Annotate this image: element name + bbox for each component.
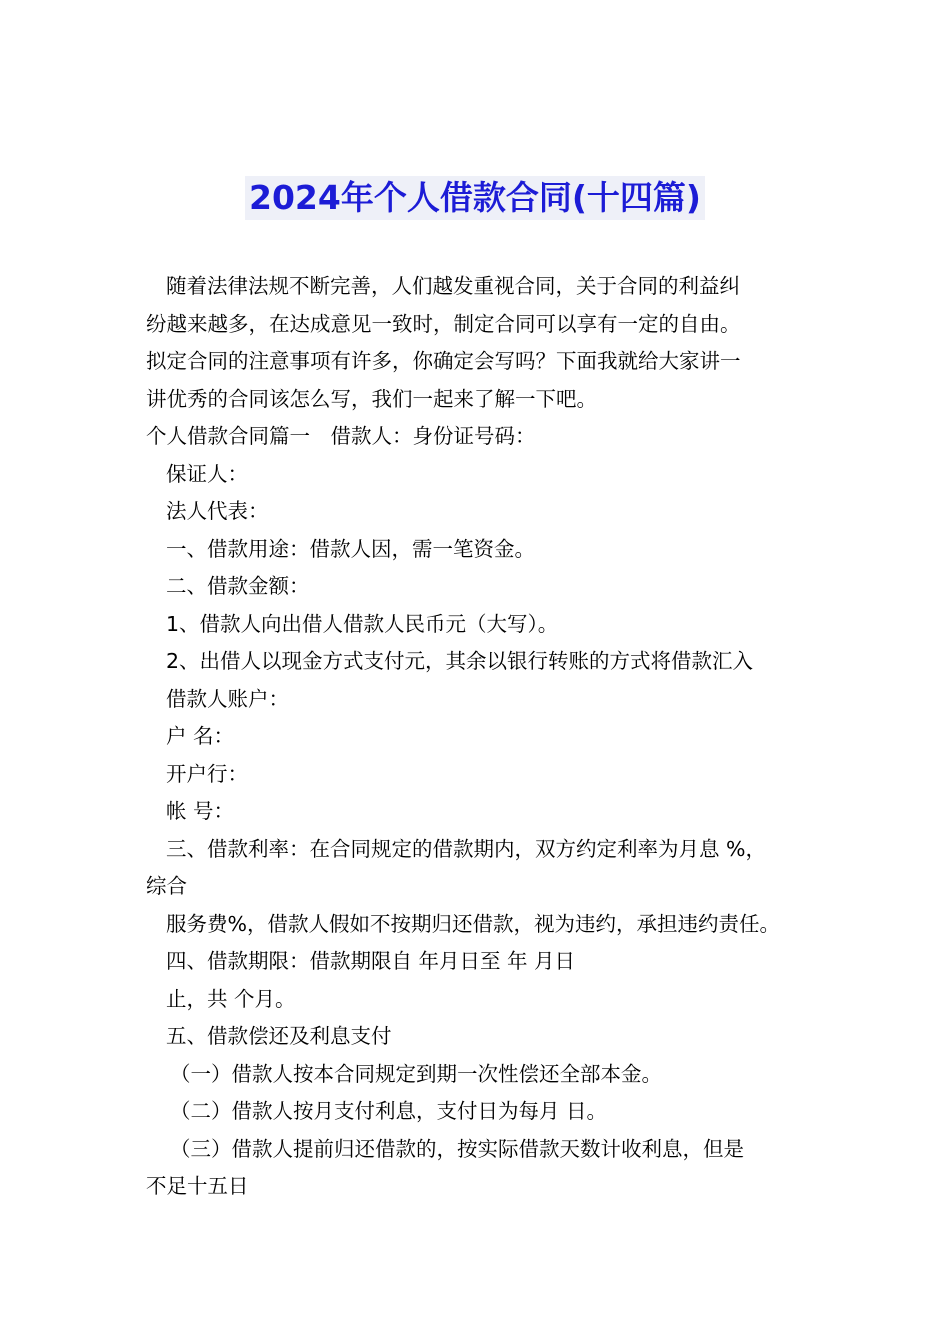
paragraph-line: 一、借款用途：借款人因，需一笔资金。: [166, 536, 535, 561]
paragraph-line: （三）借款人提前归还借款的，按实际借款天数计收利息，但是: [170, 1136, 744, 1161]
paragraph-line: 纷越来越多，在达成意见一致时，制定合同可以享有一定的自由。: [146, 311, 741, 336]
paragraph-line: 2、出借人以现金方式支付元，其余以银行转账的方式将借款汇入: [166, 649, 754, 673]
paragraph-line: 保证人：: [166, 461, 248, 486]
paragraph-line: （二）借款人按月支付利息，支付日为每月 日。: [170, 1099, 608, 1123]
paragraph-line: 服务费%，借款人假如不按期归还借款，视为违约，承担违约责任。: [166, 911, 780, 936]
paragraph-line: 借款人账户：: [166, 686, 289, 711]
paragraph-line: 四、借款期限：借款期限自 年月日至 年 月日: [166, 949, 576, 973]
paragraph-line: 拟定合同的注意事项有许多，你确定会写吗？下面我就给大家讲一: [146, 349, 741, 373]
paragraph-line: 开户行：: [166, 761, 248, 786]
paragraph-line: 止，共 个月。: [166, 986, 296, 1011]
paragraph-line: 随着法律法规不断完善，人们越发重视合同，关于合同的利益纠: [166, 274, 740, 298]
document-title: 2024年个人借款合同(十四篇): [245, 176, 705, 220]
paragraph-line: 个人借款合同篇一 借款人：身份证号码：: [146, 424, 536, 448]
paragraph-line: 综合: [146, 874, 187, 898]
document-body: [146, 268, 816, 1206]
title-container: [0, 176, 950, 220]
paragraph-line: 五、借款偿还及利息支付: [166, 1024, 392, 1048]
paragraph-line: 帐 号：: [166, 799, 235, 823]
paragraph-line: 二、借款金额：: [166, 574, 310, 598]
paragraph-line: （一）借款人按本合同规定到期一次性偿还全部本金。: [170, 1061, 662, 1086]
paragraph-line: 讲优秀的合同该怎么写，我们一起来了解一下吧。: [146, 386, 597, 411]
paragraph-line: 1、借款人向出借人借款人民币元（大写）。: [166, 611, 559, 636]
paragraph-line: 户 名：: [166, 724, 235, 748]
paragraph-line: 三、借款利率：在合同规定的借款期内，双方约定利率为月息 %，: [166, 836, 766, 861]
paragraph-line: 法人代表：: [166, 499, 269, 523]
paragraph-line: 不足十五日: [146, 1174, 249, 1198]
